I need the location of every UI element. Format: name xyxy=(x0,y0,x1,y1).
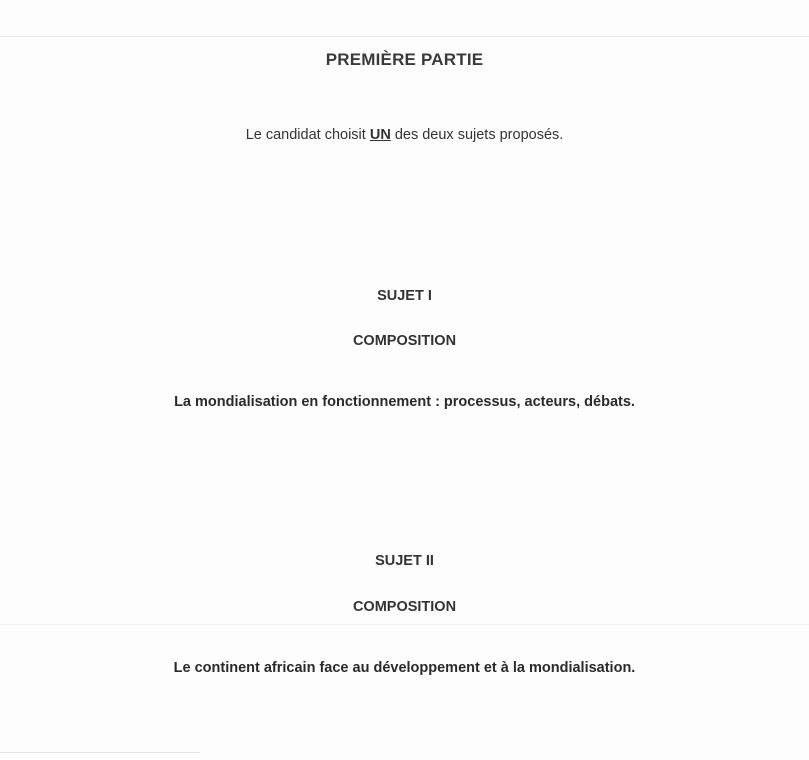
subject-2-heading: SUJET II xyxy=(375,553,434,569)
subject-1-type: COMPOSITION xyxy=(352,333,457,349)
subject-2-topic: Le continent africain face au développement et à la mondialisation. xyxy=(173,660,636,676)
instruction-emphasis: UN xyxy=(369,127,391,143)
scan-artifact-line xyxy=(0,624,809,625)
subject-1-heading: SUJET I xyxy=(377,288,432,304)
scan-artifact-line xyxy=(0,36,809,37)
scan-artifact-line xyxy=(0,752,200,753)
instruction-text xyxy=(0,127,809,143)
page-title: PREMIÈRE PARTIE xyxy=(325,50,484,69)
subject-1-topic: La mondialisation en fonctionnement : processus, acteurs, débats. xyxy=(174,394,635,410)
subject-2-type: COMPOSITION xyxy=(352,599,457,615)
instruction-after: des deux sujets proposés. xyxy=(390,127,564,143)
instruction-before: Le candidat choisit xyxy=(245,127,370,143)
